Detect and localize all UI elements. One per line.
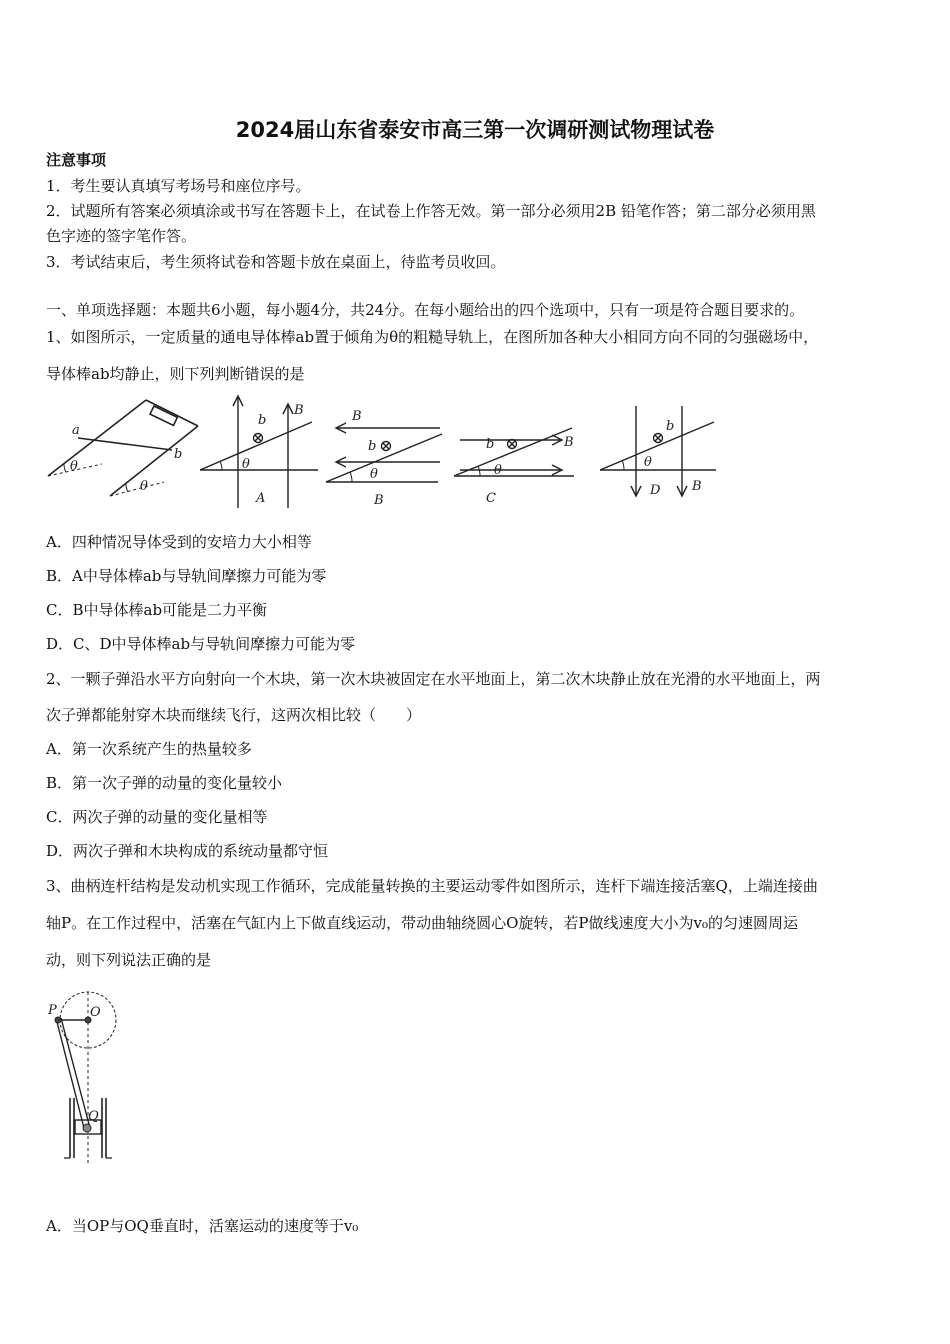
section-heading: 一、单项选择题：本题共6小题，每小题4分，共24分。在每小题给出的四个选项中，只有一项是符合题目要求的。 — [46, 301, 805, 319]
q2-option-B: B．第一次子弹的动量的变化量较小 — [46, 774, 283, 792]
q1-C-label-theta: θ — [494, 463, 502, 478]
q1-A-label-theta: θ — [242, 457, 250, 472]
q1-option-B: B．A中导体棒ab与导轨间摩擦力可能为零 — [46, 567, 327, 585]
q1-C-label-B: B — [564, 435, 574, 450]
q1-label-theta-1: θ — [70, 459, 78, 474]
q1-D-label-b: b — [666, 419, 675, 434]
q1-figure-C — [450, 418, 582, 508]
q1-D-caption: D — [650, 483, 661, 498]
q3-label-O: O — [90, 1005, 101, 1020]
q1-stem-line2: 导体棒ab均静止，则下列判断错误的是 — [46, 365, 305, 383]
q2-stem-line1: 2、一颗子弹沿水平方向射向一个木块，第一次木块被固定在水平地面上，第二次木块静止放在光滑的水平地面上，两 — [46, 670, 821, 688]
q1-figure-B — [322, 404, 446, 508]
q2-option-C: C．两次子弹的动量的变化量相等 — [46, 808, 268, 826]
q1-B-label-theta: θ — [370, 467, 378, 482]
q1-label-b: b — [174, 447, 183, 462]
q3-stem-line1: 3、曲柄连杆结构是发动机实现工作循环，完成能量转换的主要运动零件如图所示，连杆下端连接活塞Q，上端连接曲 — [46, 877, 818, 895]
q1-C-label-b: b — [486, 437, 495, 452]
notice-item-3: 3．考试结束后，考生须将试卷和答题卡放在桌面上，待监考员收回。 — [46, 253, 506, 271]
q1-A-label-B: B — [294, 403, 304, 418]
q3-stem-line2: 轴P。在工作过程中，活塞在气缸内上下做直线运动，带动曲轴绕圆心O旋转，若P做线速度大小为v₀的匀速圆周运 — [46, 914, 798, 932]
q2-option-A: A．第一次系统产生的热量较多 — [46, 740, 252, 758]
q1-C-caption: C — [486, 491, 496, 506]
q1-figure-A — [196, 394, 320, 510]
q2-option-D: D．两次子弹和木块构成的系统动量都守恒 — [46, 842, 329, 860]
q3-stem-line3: 动，则下列说法正确的是 — [46, 951, 212, 969]
q1-A-caption: A — [256, 491, 266, 506]
notice-item-2: 2．试题所有答案必须填涂或书写在答题卡上，在试卷上作答无效。第一部分必须用2B 铅笔作答；第二部分必须用黑 — [46, 202, 816, 220]
q1-label-theta-2: θ — [140, 479, 148, 494]
q1-option-C: C．B中导体棒ab可能是二力平衡 — [46, 601, 268, 619]
q1-D-label-B: B — [692, 479, 702, 494]
notice-item-2-cont: 色字迹的签字笔作答。 — [46, 227, 197, 245]
notice-heading: 注意事项 — [46, 151, 107, 169]
q1-figure-rails — [44, 392, 204, 502]
q2-stem-line2: 次子弹都能射穿木块而继续飞行，这两次相比较（ ） — [46, 706, 422, 724]
q1-B-caption: B — [374, 493, 384, 508]
q3-figure-crank — [44, 988, 134, 1188]
q1-A-label-b: b — [258, 413, 267, 428]
q1-option-A: A．四种情况导体受到的安培力大小相等 — [46, 533, 312, 551]
q3-label-P: P — [48, 1003, 57, 1018]
q3-option-A: A．当OP与OQ垂直时，活塞运动的速度等于v₀ — [46, 1217, 359, 1235]
q1-B-label-b: b — [368, 439, 377, 454]
q1-B-label-B: B — [352, 409, 362, 424]
q1-figure-D — [596, 404, 720, 506]
q1-option-D: D．C、D中导体棒ab与导轨间摩擦力可能为零 — [46, 635, 356, 653]
notice-item-1: 1．考生要认真填写考场号和座位序号。 — [46, 177, 311, 195]
q1-label-a: a — [72, 423, 80, 438]
page-title: 2024届山东省泰安市高三第一次调研测试物理试卷 — [235, 118, 715, 142]
q1-D-label-theta: θ — [644, 455, 652, 470]
q3-label-Q: Q — [88, 1109, 99, 1124]
q1-stem-line1: 1、如图所示，一定质量的通电导体棒ab置于倾角为θ的粗糙导轨上，在图所加各种大小相同方向不同的匀强磁场中， — [46, 328, 819, 346]
